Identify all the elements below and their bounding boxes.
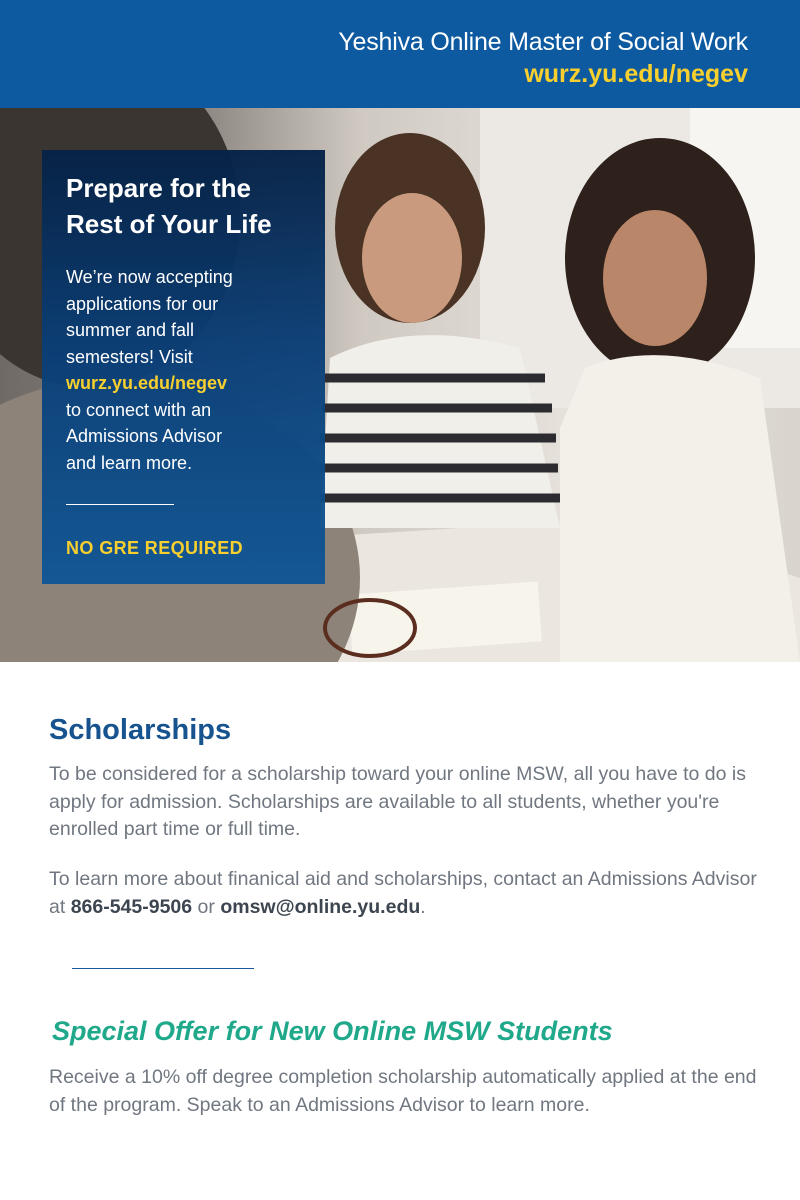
promo-box [42, 150, 325, 584]
email-link[interactable]: omsw@online.yu.edu [220, 895, 421, 918]
promo-body-line: Admissions Advisor [66, 426, 223, 446]
promo-body-line: applications for our [66, 293, 219, 314]
woman-right-face [603, 210, 707, 346]
header-url-link[interactable]: wurz.yu.edu/negev [524, 60, 748, 88]
promo-heading-line: Rest of Your Life [66, 209, 272, 239]
promo-body [66, 264, 301, 476]
promo-body-line: and learn more. [66, 452, 193, 473]
woman-left-face [362, 193, 462, 323]
program-title: Yeshiva Online Master of Social Work [338, 28, 748, 56]
promo-divider [66, 504, 174, 505]
phone-number[interactable]: 866-545-9506 [70, 895, 193, 918]
financial-aid-paragraph [49, 866, 759, 921]
financial-aid-text: To learn more about finanical aid and scholarships, contact an Admissions Advisor at [49, 868, 757, 918]
financial-aid-text: . [420, 895, 426, 918]
promo-body-line: semesters! Visit [66, 346, 193, 367]
promo-body-line: summer and fall [66, 320, 195, 340]
special-offer-heading: Special Offer for New Online MSW Students [52, 1016, 613, 1046]
promo-url-link[interactable]: wurz.yu.edu/negev [66, 373, 228, 393]
scholarships-heading: Scholarships [49, 714, 232, 746]
financial-aid-text: or [192, 895, 221, 918]
section-divider [72, 968, 254, 969]
special-offer-paragraph: Receive a 10% off degree completion scholarship automatically applied at the end of the program. Speak to an Admissions Advisor to learn more. [49, 1066, 757, 1116]
promo-body-line: to connect with an [66, 399, 212, 420]
promo-body-line: We’re now accepting [66, 267, 233, 287]
header-banner [0, 0, 800, 108]
promo-heading-line: Prepare for the [66, 173, 251, 203]
promo-heading [66, 170, 301, 242]
no-gre-tagline: NO GRE REQUIRED [66, 538, 244, 558]
scholarships-paragraph: To be considered for a scholarship toward your online MSW, all you have to do is apply for admission. Scholarships are available to all students, whether you're enrolled part time or full time. [49, 763, 746, 840]
